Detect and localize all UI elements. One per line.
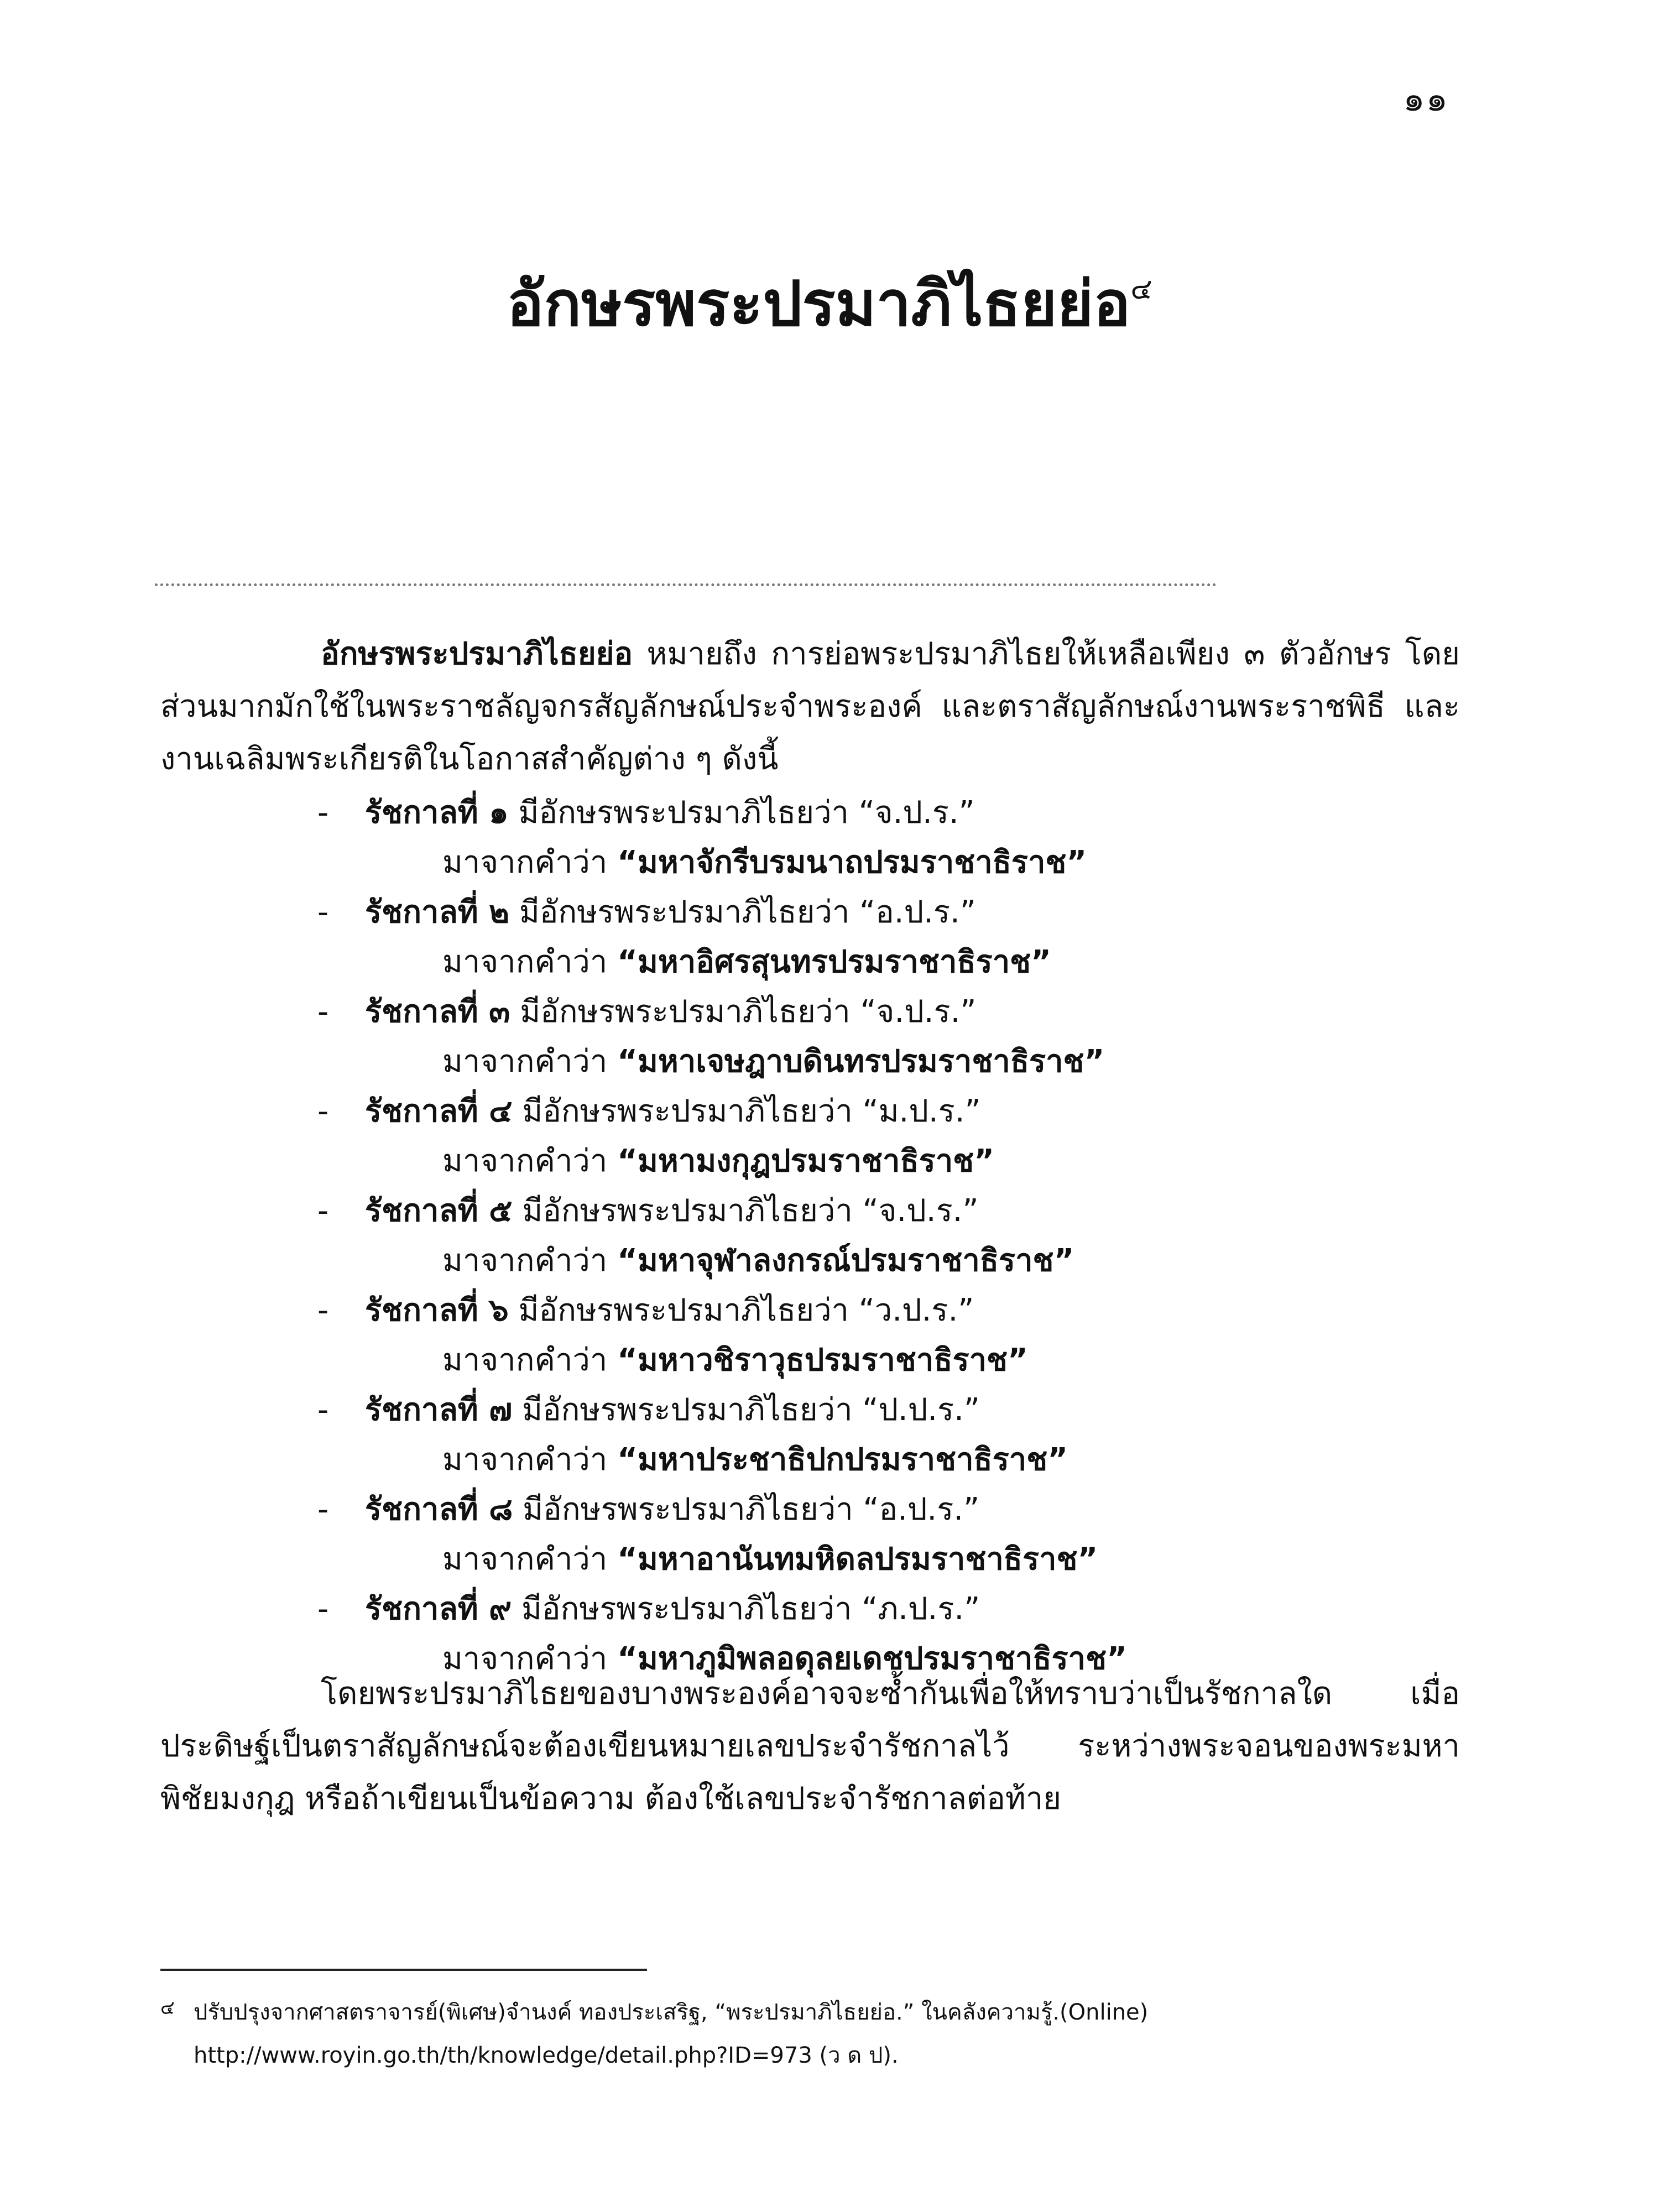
reign-desc: มีอักษรพระปรมาภิไธยว่า bbox=[512, 1093, 863, 1129]
origin-label: มาจากคำว่า bbox=[442, 1044, 618, 1079]
origin-line bbox=[321, 1236, 1427, 1286]
reign-abbr: “ภ.ป.ร.” bbox=[862, 1591, 980, 1627]
reign-name: รัชกาลที่ ๗ bbox=[365, 1392, 513, 1428]
reign-name-wrap bbox=[365, 1591, 980, 1627]
bullet-dash: - bbox=[317, 894, 329, 930]
list-item bbox=[317, 1485, 1427, 1584]
origin-full-name: “มหาจักรีบรมนาถปรมราชาธิราช” bbox=[617, 844, 1087, 880]
reign-desc: มีอักษรพระปรมาภิไธยว่า bbox=[508, 1292, 859, 1328]
reign-desc: มีอักษรพระปรมาภิไธยว่า bbox=[509, 894, 860, 930]
origin-full-name: “มหาอานันทมหิดลปรมราชาธิราช” bbox=[617, 1541, 1098, 1577]
origin-label: มาจากคำว่า bbox=[442, 1143, 618, 1179]
reign-name: รัชกาลที่ ๘ bbox=[365, 1491, 513, 1527]
origin-label: มาจากคำว่า bbox=[442, 944, 618, 980]
reign-desc: มีอักษรพระปรมาภิไธยว่า bbox=[512, 1193, 863, 1229]
reign-line bbox=[317, 1186, 1427, 1236]
list-item bbox=[317, 987, 1427, 1087]
reign-desc: มีอักษรพระปรมาภิไธยว่า bbox=[512, 1591, 862, 1627]
reign-list bbox=[317, 788, 1427, 1684]
reign-line bbox=[317, 888, 1427, 937]
reign-desc: มีอักษรพระปรมาภิไธยว่า bbox=[513, 1491, 863, 1527]
bullet-dash: - bbox=[317, 1392, 329, 1428]
reign-name-wrap bbox=[365, 1491, 979, 1527]
footnote-text: ปรับปรุงจากศาสตราจารย์(พิเศษ)จำนงค์ ทองประเสริฐ, “พระปรมาภิไธยย่อ.” ในคลังความรู้.(Online) http://www.royin.go.th/th/knowledge/detail.php?ID=973 (ว ด ป). bbox=[194, 2000, 1149, 2068]
page-title bbox=[0, 254, 1659, 353]
title-footnote-mark: ๔ bbox=[1130, 272, 1152, 306]
reign-name-wrap bbox=[365, 795, 975, 831]
list-item bbox=[317, 1186, 1427, 1286]
reign-name-wrap bbox=[365, 1193, 978, 1229]
reign-line bbox=[317, 1286, 1427, 1335]
reign-abbr: “อ.ป.ร.” bbox=[859, 894, 976, 930]
reign-name-wrap bbox=[365, 894, 976, 930]
reign-abbr: “ป.ป.ร.” bbox=[862, 1392, 980, 1428]
intro-text: หมายถึง การย่อพระปรมาภิไธยให้เหลือเพียง ๓ ตัวอักษร โดยส่วนมากมักใช้ในพระราชลัญจกรสัญลักษณ์ประจำพระองค์ และตราสัญลักษณ์งานพระราชพิธี และงานเฉลิมพระเกียรติในโอกาสสำคัญต่าง ๆ ดังนี้ bbox=[160, 636, 1460, 777]
reign-name-wrap bbox=[365, 1093, 981, 1129]
origin-full-name: “มหาภูมิพลอดุลยเดชปรมราชาธิราช” bbox=[617, 1641, 1127, 1677]
list-item bbox=[317, 1286, 1427, 1385]
bullet-dash: - bbox=[317, 1491, 329, 1527]
origin-label: มาจากคำว่า bbox=[442, 1442, 618, 1478]
bullet-dash: - bbox=[317, 994, 329, 1030]
reign-line bbox=[317, 1584, 1427, 1634]
reign-desc: มีอักษรพระปรมาภิไธยว่า bbox=[508, 795, 859, 831]
dotted-divider bbox=[155, 583, 1217, 586]
origin-line bbox=[321, 937, 1427, 987]
intro-paragraph bbox=[160, 628, 1460, 785]
reign-name-wrap bbox=[365, 994, 976, 1030]
list-item bbox=[317, 888, 1427, 987]
bullet-dash: - bbox=[317, 1292, 329, 1328]
reign-line bbox=[317, 1485, 1427, 1535]
origin-line bbox=[321, 1435, 1427, 1485]
intro-term: อักษรพระปรมาภิไธยย่อ bbox=[321, 636, 633, 672]
reign-name-wrap bbox=[365, 1292, 974, 1328]
reign-name: รัชกาลที่ ๔ bbox=[365, 1093, 513, 1129]
reign-line bbox=[317, 987, 1427, 1037]
bullet-dash: - bbox=[317, 1591, 329, 1627]
reign-line bbox=[317, 1385, 1427, 1435]
reign-name: รัชกาลที่ ๒ bbox=[365, 894, 510, 930]
origin-full-name: “มหาอิศรสุนทรปรมราชาธิราช” bbox=[617, 944, 1051, 980]
reign-desc: มีอักษรพระปรมาภิไธยว่า bbox=[510, 994, 860, 1030]
origin-label: มาจากคำว่า bbox=[442, 1243, 618, 1279]
bullet-dash: - bbox=[317, 1193, 329, 1229]
origin-label: มาจากคำว่า bbox=[442, 1541, 618, 1577]
origin-full-name: “มหาประชาธิปกปรมราชาธิราช” bbox=[617, 1442, 1068, 1478]
title-text: อักษรพระปรมาภิไธยย่อ bbox=[507, 268, 1131, 340]
reign-abbr: “อ.ป.ร.” bbox=[863, 1491, 980, 1527]
origin-line bbox=[321, 1136, 1427, 1186]
bullet-dash: - bbox=[317, 1093, 329, 1129]
origin-label: มาจากคำว่า bbox=[442, 844, 618, 880]
reign-line bbox=[317, 1087, 1427, 1136]
origin-full-name: “มหาวชิราวุธปรมราชาธิราช” bbox=[617, 1342, 1028, 1378]
closing-paragraph: โดยพระปรมาภิไธยของบางพระองค์อาจจะซ้ำกันเพื่อให้ทราบว่าเป็นรัชกาลใด เมื่อประดิษฐ์เป็นตราสัญลักษณ์จะต้องเขียนหมายเลขประจำรัชกาลไว้ ระหว่างพระจอนของพระมหาพิชัยมงกุฎ หรือถ้าเขียนเป็นข้อความ ต้องใช้เลขประจำรัชกาลต่อท้าย bbox=[160, 1676, 1460, 1817]
reign-name: รัชกาลที่ ๓ bbox=[365, 994, 510, 1030]
origin-full-name: “มหาจุฬาลงกรณ์ปรมราชาธิราช” bbox=[617, 1243, 1074, 1279]
origin-line bbox=[321, 1335, 1427, 1385]
origin-label: มาจากคำว่า bbox=[442, 1641, 618, 1677]
reign-name: รัชกาลที่ ๕ bbox=[365, 1193, 513, 1229]
reign-name: รัชกาลที่ ๖ bbox=[365, 1292, 509, 1328]
list-item bbox=[317, 1087, 1427, 1186]
reign-abbr: “ม.ป.ร.” bbox=[862, 1093, 981, 1129]
reign-abbr: “จ.ป.ร.” bbox=[862, 1193, 979, 1229]
origin-line bbox=[321, 1037, 1427, 1087]
origin-full-name: “มหามงกุฎปรมราชาธิราช” bbox=[617, 1143, 994, 1179]
reign-name: รัชกาลที่ ๑ bbox=[365, 795, 509, 831]
reign-line bbox=[317, 788, 1427, 838]
footnote-divider bbox=[160, 1969, 647, 1971]
footnote bbox=[160, 1991, 1465, 2077]
list-item bbox=[317, 1385, 1427, 1485]
reign-abbr: “จ.ป.ร.” bbox=[858, 795, 975, 831]
origin-label: มาจากคำว่า bbox=[442, 1342, 618, 1378]
reign-abbr: “จ.ป.ร.” bbox=[860, 994, 977, 1030]
reign-desc: มีอักษรพระปรมาภิไธยว่า bbox=[512, 1392, 863, 1428]
reign-abbr: “ว.ป.ร.” bbox=[858, 1292, 974, 1328]
reign-name-wrap bbox=[365, 1392, 980, 1428]
footnote-mark: ๔ bbox=[160, 1997, 175, 2019]
page-number: ๑๑ bbox=[1403, 79, 1449, 119]
reign-name: รัชกาลที่ ๙ bbox=[365, 1591, 512, 1627]
list-item bbox=[317, 788, 1427, 888]
origin-line bbox=[321, 838, 1427, 888]
origin-line bbox=[321, 1535, 1427, 1584]
bullet-dash: - bbox=[317, 795, 329, 831]
origin-full-name: “มหาเจษฎาบดินทรปรมราชาธิราช” bbox=[617, 1044, 1105, 1079]
